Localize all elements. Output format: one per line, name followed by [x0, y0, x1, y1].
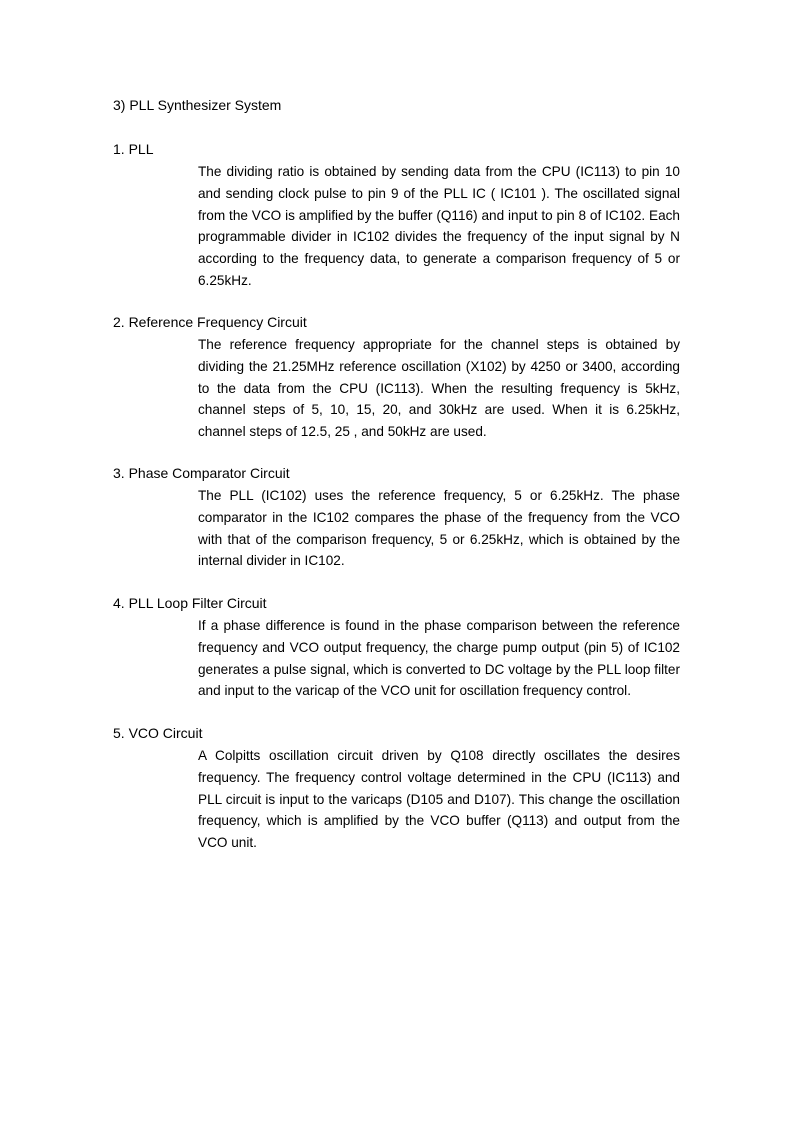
section-heading: 4. PLL Loop Filter Circuit — [113, 595, 267, 611]
section-paragraph: The reference frequency appropriate for the channel steps is obtained by dividing the 21.25MHz reference oscillation (X102) by 4250 or 3400, according to the data from the CPU (IC113). When the resulting frequency is 5kHz, channel steps of 5, 10, 15, 20, and 30kHz are used. When it is 6.25kHz, channel steps of 12.5, 25 , and 50kHz are used. — [198, 337, 680, 440]
section-pll — [113, 140, 683, 292]
section-paragraph: The PLL (IC102) uses the reference frequency, 5 or 6.25kHz. The phase comparator in the IC102 compares the phase of the frequency from the VCO with that of the comparison frequency, 5 or 6.25kHz, which is obtained by the internal divider in IC102. — [198, 488, 680, 569]
section-paragraph: A Colpitts oscillation circuit driven by Q108 directly oscillates the desires frequency. The frequency control voltage determined in the CPU (IC113) and PLL circuit is input to the varicaps (D105 and D107). This change the oscillation frequency, which is amplified by the VCO buffer (Q113) and output from the VCO unit. — [198, 748, 680, 851]
section-heading: 3. Phase Comparator Circuit — [113, 465, 290, 481]
section-heading: 2. Reference Frequency Circuit — [113, 314, 307, 330]
section-heading: 5. VCO Circuit — [113, 725, 203, 741]
section-reference-frequency-circuit — [113, 313, 683, 443]
section-paragraph: If a phase difference is found in the phase comparison between the reference frequency and VCO output frequency, the charge pump output (pin 5) of IC102 generates a pulse signal, which is converted to DC voltage by the PLL loop filter and input to the varicap of the VCO unit for oscillation frequency control. — [198, 618, 680, 699]
section-paragraph: The dividing ratio is obtained by sending data from the CPU (IC113) to pin 10 and sending clock pulse to pin 9 of the PLL IC ( IC101 ). The oscillated signal from the VCO is amplified by the buffer (Q116) and input to pin 8 of IC102. Each programmable divider in IC102 divides the frequency of the input signal by N according to the frequency data, to generate a comparison frequency of 5 or 6.25kHz. — [198, 164, 680, 288]
section-vco-circuit — [113, 724, 683, 854]
section-phase-comparator-circuit — [113, 464, 683, 572]
section-pll-loop-filter-circuit — [113, 594, 683, 702]
document-title: 3) PLL Synthesizer System — [113, 97, 282, 113]
section-heading: 1. PLL — [113, 141, 154, 157]
